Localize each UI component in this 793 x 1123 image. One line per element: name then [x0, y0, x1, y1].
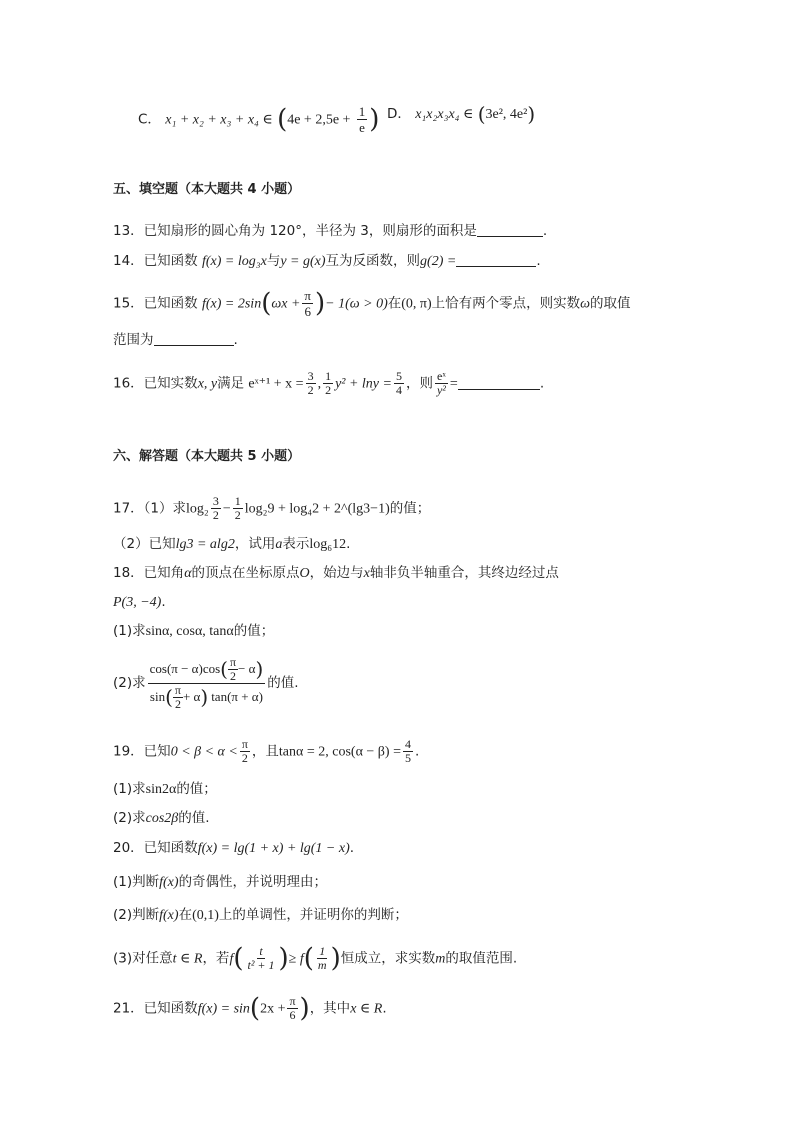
question-17: [113, 495, 430, 522]
q14-answer-blank: [456, 252, 536, 267]
q17b-text-a: （2）已知: [113, 536, 176, 552]
question-18-point: [113, 592, 166, 613]
question-21: 21．已知函数f(x) = sin(2x + $\frac{\pi}{6}$ )，其中x ∈ R.: [113, 993, 387, 1024]
q15-text-b: 在: [387, 295, 402, 312]
q18-2-den-frac-den: 2: [174, 696, 181, 711]
q15-text-d: 的取值: [590, 295, 631, 312]
option-c-interval: 4e + 2,5e +: [287, 112, 351, 128]
question-14: [113, 251, 541, 272]
q19-frac-den: 2: [241, 751, 248, 765]
q17b-text-b: ，试用: [234, 536, 276, 552]
question-20-part2: [113, 905, 408, 926]
option-c-expr: x₁ + x₂ + x₃ + x₄ ∈: [165, 112, 273, 128]
q18-2-text-b: 的值.: [267, 675, 299, 691]
q15-omega: ω: [580, 296, 591, 312]
q21-function: f(x) = sin: [197, 1001, 250, 1017]
q16-eq1: eˣ⁺¹ + x =: [248, 376, 304, 392]
q13-answer-blank: [477, 222, 543, 237]
q18-1-text-a: (1)求: [113, 623, 146, 639]
q16-end: .: [539, 375, 545, 392]
q19-2-text-a: (2)求: [113, 810, 146, 826]
q20-3-text-a: (3)对任意: [113, 950, 173, 967]
q18-2-num-frac-num: π: [229, 654, 237, 669]
option-c-frac-num: 1: [358, 104, 366, 119]
q17b-expr: lg3 = alg2: [175, 537, 235, 552]
q19-text-b: ，且: [251, 743, 279, 760]
q16-frac1-den: 2: [307, 383, 314, 397]
q21-frac-num: π: [289, 994, 296, 1008]
q20-3-text-c: 恒成立，求实数: [340, 950, 436, 967]
q15-offset: − 1(ω > 0): [325, 296, 388, 312]
q16-frac2-num: 1: [325, 369, 332, 383]
q20-2-text-b: 在: [178, 907, 193, 923]
q18-origin: O: [299, 566, 310, 581]
q19-cond: tanα = 2, cos(α − β) =: [278, 744, 401, 760]
question-17-part2: [113, 534, 350, 555]
q18-text-d: 轴非负半轴重合，其终边经过点: [369, 565, 559, 581]
q16-frac4-num: eˣ: [437, 369, 446, 383]
q15-text-c: 上恰有两个零点，则实数: [431, 295, 581, 312]
q18-2-den-c: tan(π + α): [211, 689, 263, 704]
q18-2-den-a: sin: [149, 689, 166, 704]
q15-function: f(x) = 2sin: [201, 296, 262, 312]
question-18-part1: [113, 621, 274, 642]
q16-frac1-num: 3: [307, 369, 314, 383]
q20-3-geq: ≥ f: [288, 951, 304, 967]
q15-end: .: [233, 332, 238, 348]
question-19: [113, 738, 419, 765]
q16-text-c: ，则: [405, 375, 433, 392]
q19-ineq: 0 < β < α <: [170, 744, 238, 760]
q20-end: .: [349, 840, 355, 856]
q15-text-a: 15．已知函数: [113, 295, 198, 312]
q19-1-expr: sin2α: [145, 782, 177, 797]
q18-1-text-b: 的值；: [233, 623, 275, 639]
q18-point: P(3, −4): [113, 595, 162, 610]
q21-arg: 2x +: [260, 1001, 286, 1017]
q17b-var: a: [275, 537, 283, 552]
q19-1-text-a: (1)求: [113, 781, 146, 797]
q17-frac1-den: 2: [212, 508, 219, 522]
q13-text: 13．已知扇形的圆心角为 120°，半径为 3，则扇形的面积是: [113, 223, 477, 239]
q18-2-num-a: cos(π − α)cos: [149, 661, 221, 676]
question-18-part2: (2)求 cos(π − α)cos ( $\frac{\pi}{2}$ − α ) sin ( $\frac{\pi}{2}$ + α ) tan(π + α) 的值.: [113, 654, 299, 711]
q21-text-a: 21．已知函数: [113, 1000, 198, 1017]
q18-text-b: 的顶点在坐标原点: [191, 565, 300, 581]
q20-3-frac-den: t² + 1: [247, 958, 275, 972]
q20-3-frac2-den: m: [317, 958, 327, 972]
q17-minus: −: [222, 501, 231, 517]
q20-3-m: m: [435, 951, 446, 967]
q16-frac3-num: 5: [395, 369, 402, 383]
q20-3-frac-num: t: [259, 944, 263, 958]
q17-rest: log₂9 + log₄2 + 2^(lg3−1): [244, 501, 390, 517]
q15-frac-num: π: [304, 288, 311, 303]
q16-answer-blank: [458, 375, 540, 390]
q18-point-end: .: [161, 594, 166, 610]
question-19-part2: [113, 808, 210, 829]
q15-interval: (0, π): [401, 296, 432, 312]
q21-text-b: ，其中: [309, 1000, 351, 1017]
q15-text-e: 范围为: [113, 332, 154, 348]
q21-frac-den: 6: [289, 1008, 296, 1022]
q18-1-expr: sinα, cosα, tanα: [145, 624, 234, 639]
q20-2-interval: (0,1): [192, 908, 219, 923]
option-d-expr: x₁x₂x₃x₄ ∈: [415, 107, 474, 122]
q17b-end: .: [346, 536, 351, 552]
q21-end: .: [382, 1000, 387, 1017]
q16-text-a: 16．已知实数: [113, 375, 198, 392]
q19-frac2-den: 5: [405, 751, 411, 765]
q16-eq2: y² + lny =: [335, 376, 392, 392]
q18-2-den-frac-num: π: [174, 682, 181, 697]
q16-frac4-den: y²: [436, 383, 446, 397]
q17b-text-c: 表示: [282, 536, 310, 552]
q19-2-text-b: 的值.: [178, 810, 210, 826]
q21-domain: x ∈ R: [350, 1001, 383, 1017]
q18-2-den-b: + α: [182, 689, 201, 704]
q19-text-a: 19．已知: [113, 743, 171, 760]
q20-3-f1: f: [229, 951, 234, 967]
option-d: D． x₁x₂x₃x₄ ∈ (3e², 4e²): [387, 102, 536, 126]
q13-end: .: [542, 223, 548, 239]
question-19-part1: [113, 779, 217, 800]
q18-x: x: [363, 566, 370, 581]
q14-text-a: 14．已知函数: [113, 253, 198, 269]
q16-frac3-den: 4: [395, 383, 402, 397]
q16-text-b: 满足: [217, 375, 245, 392]
q17-frac2-num: 1: [234, 494, 241, 508]
q20-1-text-b: 的奇偶性，并说明理由；: [178, 874, 328, 890]
section-five-heading: 五、填空题（本大题共 4 小题）: [113, 182, 301, 197]
option-d-label: D．: [387, 106, 411, 122]
q14-end: .: [536, 253, 541, 269]
q17-log1: log₂: [186, 501, 209, 517]
q19-2-expr: cos2β: [145, 811, 179, 826]
q14-inverse: y = g(x): [280, 254, 326, 269]
question-16: [113, 370, 544, 397]
q17-text-a: 17．（1）求: [113, 500, 187, 517]
q20-function: f(x) = lg(1 + x) + lg(1 − x): [197, 841, 350, 856]
question-18: [113, 563, 559, 584]
q18-alpha: α: [184, 566, 192, 581]
q19-frac2-num: 4: [405, 737, 411, 751]
q16-comma: ,: [317, 376, 322, 392]
q20-2-text-a: (2)判断: [113, 907, 160, 923]
q14-text-b: 与: [266, 253, 281, 269]
q20-2-expr: f(x): [159, 908, 179, 923]
q18-2-num-frac-den: 2: [230, 668, 236, 683]
q17-frac2-den: 2: [234, 508, 241, 522]
question-15-cont: [113, 330, 238, 350]
q20-2-text-c: 上的单调性，并证明你的判断；: [218, 907, 408, 923]
q17b-log: log₆12: [309, 537, 347, 552]
q18-text-a: 18．已知角: [113, 565, 185, 581]
section-six-heading: 六、解答题（本大题共 5 小题）: [113, 449, 301, 464]
q16-frac2-den: 2: [325, 383, 332, 397]
q16-equals: =: [449, 376, 458, 392]
question-13: [113, 221, 547, 241]
q20-3-text-b: ，若: [202, 950, 230, 967]
question-20-part1: [113, 872, 327, 893]
q19-end: .: [415, 743, 420, 760]
q20-1-expr: f(x): [159, 875, 179, 890]
q15-frac-den: 6: [304, 304, 311, 319]
q15-arg: ωx +: [271, 296, 301, 312]
q14-eval: g(2) =: [420, 254, 457, 269]
q16-vars: x, y: [197, 376, 218, 392]
q18-2-text-a: (2)求: [113, 675, 146, 691]
q19-1-text-b: 的值；: [176, 781, 217, 797]
q14-function: f(x) = log₃x: [201, 254, 267, 269]
q17-text-b: 的值；: [389, 500, 431, 517]
q14-text-c: 互为反函数，则: [325, 253, 421, 269]
question-15: 15．已知函数 f(x) = 2sin(ωx + $\frac{\pi}{6}$ )− 1(ω > 0)在(0, π)上恰有两个零点，则实数ω的取值: [113, 288, 631, 319]
q20-3-text-d: 的取值范围.: [445, 950, 518, 967]
q18-2-num-b: − α: [238, 661, 256, 676]
q20-3-t: t ∈ R: [172, 951, 203, 967]
q20-text-a: 20．已知函数: [113, 840, 198, 856]
q15-answer-blank: [154, 331, 234, 346]
question-20-part3: (3)对任意t ∈ R，若f( $\frac{t}{\text{t² + 1}}$ )≥ f( $\frac{1}{m}$ )恒成立，求实数m的取值范围.: [113, 943, 518, 974]
option-c: C． x₁ + x₂ + x₃ + x₄ ∈ (4e + 2,5e + $\frac{1}{e}$ ): [138, 104, 380, 135]
q20-1-text-a: (1)判断: [113, 874, 160, 890]
q17-frac1-num: 3: [212, 494, 219, 508]
option-c-frac-den: e: [359, 120, 365, 135]
option-c-label: C．: [138, 111, 161, 128]
question-20: [113, 838, 354, 859]
q20-3-frac2-num: 1: [319, 944, 326, 958]
q19-frac-num: π: [241, 737, 248, 751]
q18-text-c: ，始边与: [309, 565, 364, 581]
option-d-interval: 3e², 4e²: [485, 107, 528, 122]
